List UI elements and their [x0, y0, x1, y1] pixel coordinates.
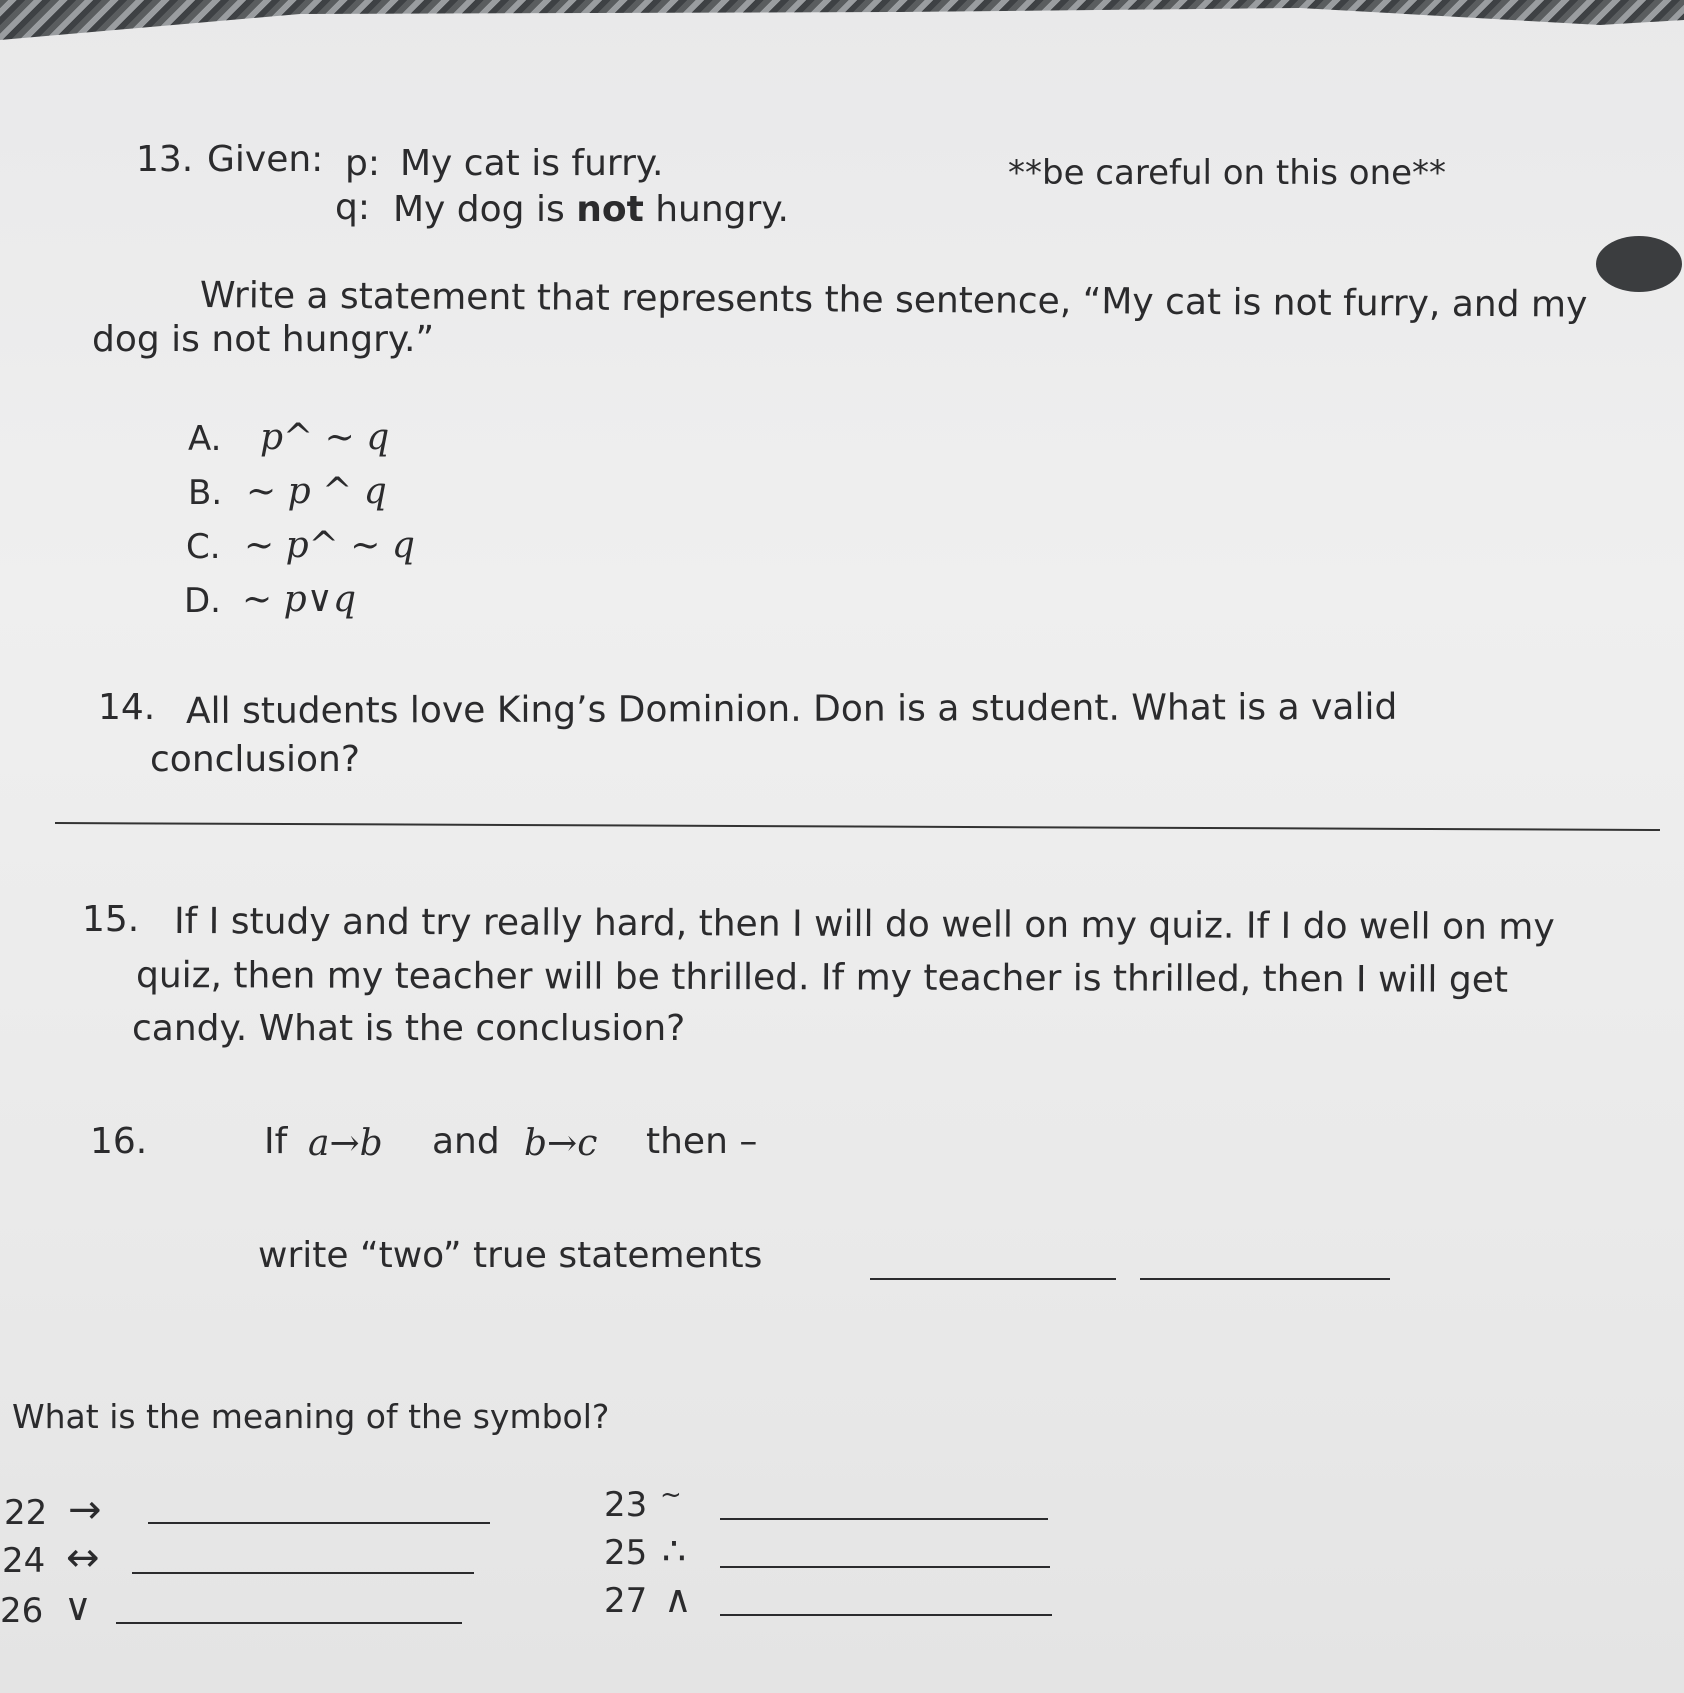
q13-q-text [393, 189, 789, 230]
symbols-heading: What is the meaning of the symbol? [12, 1397, 610, 1436]
q16-and-word: and [432, 1121, 500, 1162]
q13-q-text-after: hungry. [655, 189, 789, 230]
q15-number: 15. [82, 899, 140, 940]
q16-answer-blank-1[interactable] [870, 1278, 1116, 1280]
q13-choice-a-expr: p^ ~ q [260, 417, 390, 458]
symbol-24-number: 24 [2, 1541, 46, 1581]
q13-p-text: My cat is furry. [400, 143, 664, 184]
q16-answer-blank-2[interactable] [1140, 1278, 1390, 1280]
symbol-27-number: 27 [604, 1581, 648, 1621]
q13-prompt-line1: Write a statement that represents the sentence, “My cat is not furry, and my [199, 275, 1588, 326]
q16-instruction: write “two” true statements [258, 1235, 763, 1276]
symbol-22-glyph: → [68, 1487, 102, 1533]
q13-note: **be careful on this one** [1008, 153, 1447, 193]
symbol-26-number: 26 [0, 1591, 44, 1631]
q13-choice-a-letter: A. [188, 419, 222, 459]
hole-punch-mark [1596, 236, 1682, 292]
q13-choice-d-expr: ~ p∨q [242, 579, 357, 620]
q14-number: 14. [98, 687, 156, 728]
q16-number: 16. [90, 1121, 148, 1162]
q15-line3: candy. What is the conclusion? [132, 1008, 686, 1049]
q16-if-word: If [264, 1121, 288, 1162]
q13-number: 13. [136, 139, 194, 180]
q14-line2: conclusion? [150, 739, 360, 780]
q13-choice-c-letter: C. [186, 527, 221, 567]
q14-line1: All students love King’s Dominion. Don is a student. What is a valid [185, 686, 1398, 732]
symbol-23-answer-blank[interactable] [720, 1518, 1048, 1520]
symbol-22-number: 22 [4, 1493, 48, 1533]
symbol-23-number: 23 [604, 1485, 648, 1525]
q16-then-word: then – [646, 1121, 758, 1162]
q15-line2: quiz, then my teacher will be thrilled. If my teacher is thrilled, then I will get [135, 955, 1509, 1001]
q13-p-label: p: [345, 143, 380, 184]
symbol-27-glyph: ∧ [664, 1577, 692, 1621]
symbol-25-glyph: ∴ [662, 1529, 687, 1573]
symbol-25-answer-blank[interactable] [720, 1566, 1050, 1568]
symbol-24-answer-blank[interactable] [132, 1572, 474, 1574]
symbol-22-answer-blank[interactable] [148, 1522, 490, 1524]
q16-expr2: b→c [524, 1123, 598, 1164]
q13-q-text-bold: not [576, 189, 644, 230]
q13-q-label: q: [335, 187, 370, 228]
q13-choice-b-expr: ~ p ^ q [246, 471, 387, 512]
q13-prompt-line2: dog is not hungry.” [92, 319, 435, 360]
q15-line1: If I study and try really hard, then I will do well on my quiz. If I do well on my [173, 901, 1555, 949]
q16-expr1: a→b [308, 1123, 383, 1164]
symbol-23-glyph: ~ [660, 1480, 682, 1510]
q13-given-label: Given: [207, 139, 324, 180]
symbol-25-number: 25 [604, 1533, 648, 1573]
q13-choice-b-letter: B. [188, 473, 223, 513]
symbol-27-answer-blank[interactable] [720, 1614, 1052, 1616]
symbol-24-glyph: ↔ [66, 1535, 100, 1581]
q13-choice-c-expr: ~ p^ ~ q [244, 525, 415, 566]
symbol-26-glyph: ∨ [64, 1585, 92, 1629]
q13-choice-d-letter: D. [184, 581, 221, 621]
symbol-26-answer-blank[interactable] [116, 1622, 462, 1624]
q13-q-text-before: My dog is [393, 189, 565, 230]
